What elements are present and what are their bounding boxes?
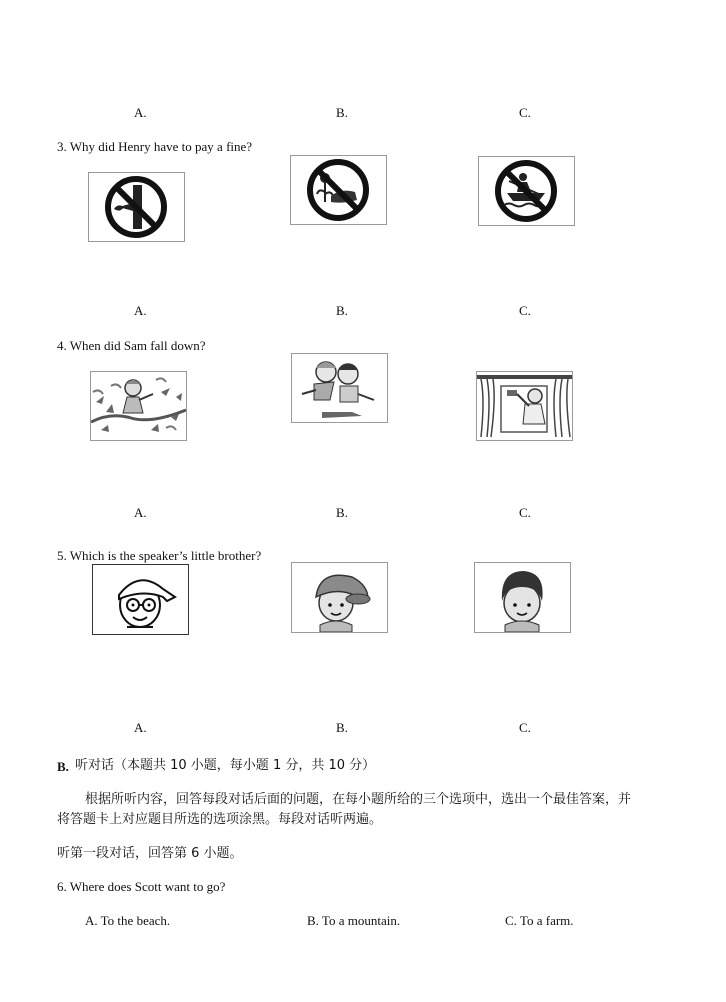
no-boating-sign-icon [479,157,574,225]
q3-option-b-label: B. [336,303,348,318]
q4-option-c-label: C. [519,505,531,520]
section-b-instruction-line2: 将答题卡上对应题目所选的选项涂黑。每段对话听两遍。 [57,812,383,827]
q2-option-c-label: C. [519,105,531,120]
q3-option-c-label: C. [519,303,531,318]
man-cleaning-window-icon [477,372,572,440]
no-picking-flowers-sign-icon [291,156,386,224]
q3-question: 3. Why did Henry have to pay a fine? [57,139,253,154]
q5-question: 5. Which is the speaker’s little brother? [57,548,262,563]
q2-option-a-label: A. [134,105,147,120]
q4-option-b-image[interactable] [291,353,388,423]
q4-option-c-image[interactable] [476,371,573,441]
q5-option-a-image[interactable] [92,564,189,635]
two-boys-running-icon [292,354,387,422]
section-b-title: 听对话（本题共 10 小题，每小题 1 分，共 10 分） [75,758,376,773]
q4-option-a-label: A. [134,505,147,520]
q5-option-c-image[interactable] [474,562,571,633]
q6-option-b[interactable]: B. To a mountain. [307,913,401,928]
q4-option-b-label: B. [336,505,348,520]
q6-option-c[interactable]: C. To a farm. [505,913,574,928]
q5-option-b-label: B. [336,720,348,735]
boy-with-glasses-and-cap-icon [93,565,188,634]
q6-option-a[interactable]: A. To the beach. [85,913,171,928]
q3-option-b-image[interactable] [290,155,387,225]
q3-option-a-label: A. [134,303,147,318]
boy-with-cap-icon [292,563,387,632]
q3-option-a-image[interactable] [88,172,185,242]
q6-question: 6. Where does Scott want to go? [57,879,226,894]
q5-option-b-image[interactable] [291,562,388,633]
boy-short-hair-icon [475,563,570,632]
q4-option-a-image[interactable] [90,371,187,441]
q3-option-c-image[interactable] [478,156,575,226]
section-b-instruction-line1: 根据所听内容，回答每段对话后面的问题，在每小题所给的三个选项中，选出一个最佳答案，并 [85,792,632,807]
q2-option-b-label: B. [336,105,348,120]
q4-question: 4. When did Sam fall down? [57,338,206,353]
q5-option-a-label: A. [134,720,147,735]
q5-option-c-label: C. [519,720,531,735]
boy-climbing-tree-icon [91,372,186,440]
section-b-marker: B. [57,759,69,774]
dialogue-1-intro: 听第一段对话，回答第 6 小题。 [57,846,243,861]
no-damaging-trees-sign-icon [89,173,184,241]
